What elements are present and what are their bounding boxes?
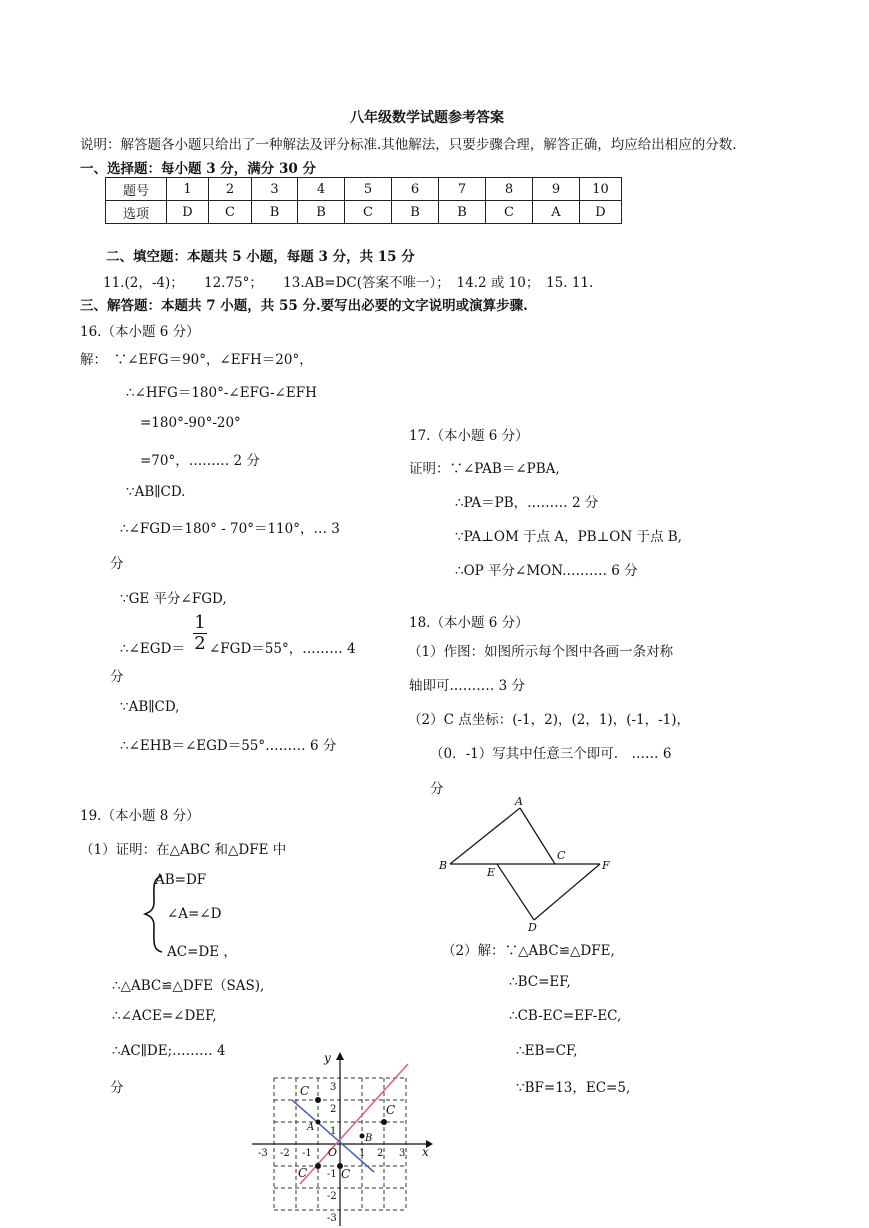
q16-line: 分 [110, 669, 124, 685]
label-b: B [439, 859, 448, 872]
q16-line: ∠FGD＝55°，……… 4 [209, 641, 356, 657]
label-a: A [515, 795, 523, 808]
q19-part2-line: （2）解：∵△ABC≌△DFE, [442, 943, 615, 959]
q16-line: ∵AB∥CD. [126, 484, 186, 500]
point-c [315, 1097, 321, 1103]
y-tick-label: -2 [327, 1191, 337, 1202]
q17-line: 证明：∵∠PAB＝∠PBA, [409, 461, 560, 477]
y-tick-label: 2 [330, 1104, 337, 1115]
y-tick-label: 1 [330, 1126, 337, 1137]
q19-condition: AC=DE ， [167, 944, 237, 960]
section1-heading: 一、选择题：每小题 3 分，满分 30 分 [80, 161, 316, 177]
table-cell: B [252, 201, 298, 224]
q16-header: 16.（本小题 6 分） [80, 324, 200, 340]
y-arrow-icon [336, 1052, 344, 1060]
table-cell: 2 [209, 178, 252, 201]
point-a [316, 1120, 321, 1125]
table-row [106, 178, 622, 201]
table-cell: B [439, 201, 486, 224]
y-tick-label: -3 [327, 1213, 337, 1224]
q19-part2-line: ∴BC=EF, [509, 974, 571, 990]
q16-line: ∵AB∥CD, [120, 699, 180, 715]
triangle-figure [430, 790, 620, 935]
y-tick-label: -1 [327, 1169, 337, 1180]
section2-heading: 二、填空题：本题共 5 小题，每题 3 分，共 15 分 [106, 249, 415, 265]
row-label-number: 题号 [106, 178, 167, 201]
table-row [106, 201, 622, 224]
point-c [381, 1119, 387, 1125]
section3-heading: 三、解答题：本题共 7 小题，共 55 分.要写出必要的文字说明或演算步骤. [80, 298, 528, 314]
x-tick-label: 2 [377, 1148, 384, 1159]
page-title: 八年级数学试题参考答案 [350, 110, 504, 126]
table-cell: 6 [392, 178, 439, 201]
label-b: B [365, 1133, 373, 1144]
q18-header: 18.（本小题 6 分） [409, 615, 529, 631]
q19-conclusion: ∴△ABC≌△DFE（SAS), [112, 978, 265, 994]
q16-line: 解： ∵∠EFG＝90°，∠EFH＝20°， [80, 352, 313, 368]
q19-condition: ∠A=∠D [167, 906, 222, 922]
row-label-answer: 选项 [106, 201, 167, 224]
q19-part1: （1）证明：在△ABC 和△DFE 中 [80, 842, 287, 858]
q17-line: ∴PA＝PB，……… 2 分 [455, 495, 599, 511]
q16-line: ∴∠HFG＝180°-∠EFG-∠EFH [126, 385, 317, 401]
q16-line: ∴∠EGD＝ [120, 641, 185, 657]
instruction-note: 说明：解答题各小题只给出了一种解法及评分标准.其他解法，只要步骤合理，解答正确，均应给出相应的分数. [80, 137, 737, 153]
table-cell: 4 [298, 178, 345, 201]
q18-line: 轴即可.……… 3 分 [409, 678, 525, 694]
q19-conclusion: ∴∠ACE=∠DEF, [112, 1008, 217, 1024]
x-tick-label: 1 [359, 1148, 366, 1159]
label-d: D [528, 921, 537, 934]
q19-condition: AB=DF [155, 872, 207, 888]
table-cell: 1 [167, 178, 209, 201]
axis-label-y: y [324, 1051, 331, 1065]
answer-table [105, 177, 622, 224]
q19-header: 19.（本小题 8 分） [80, 808, 200, 824]
label-c: C [341, 1167, 351, 1181]
q19-conclusion: 分 [110, 1080, 124, 1096]
table-cell: C [486, 201, 533, 224]
q16-line: =70°，……… 2 分 [140, 453, 260, 469]
q18-line: 分 [430, 781, 444, 797]
label-c: C [300, 1084, 310, 1098]
table-cell: A [533, 201, 580, 224]
table-cell: 9 [533, 178, 580, 201]
q19-part2-line: ∵BF=13，EC=5, [516, 1080, 631, 1096]
label-c: C [298, 1166, 308, 1180]
q16-line: ∵GE 平分∠FGD, [120, 591, 227, 607]
table-cell: 8 [486, 178, 533, 201]
table-cell: C [345, 201, 392, 224]
label-f: F [602, 859, 610, 872]
q17-line: ∴OP 平分∠MON.……… 6 分 [455, 563, 638, 579]
table-cell: B [392, 201, 439, 224]
table-cell: 7 [439, 178, 486, 201]
x-tick-label: -3 [258, 1148, 268, 1159]
segment-df [534, 864, 600, 920]
q17-header: 17.（本小题 6 分） [409, 428, 529, 444]
q19-part2-line: ∴CB-EC=EF-EC, [509, 1008, 622, 1024]
brace-icon [140, 874, 166, 954]
q16-line: ∴∠EHB＝∠EGD＝55°……… 6 分 [120, 738, 337, 754]
label-e: E [487, 866, 496, 879]
q16-line: 分 [110, 556, 124, 572]
axis-label-x: x [422, 1145, 429, 1159]
x-tick-label: -2 [280, 1148, 290, 1159]
q19-conclusion: ∴AC∥DE;……… 4 [112, 1043, 226, 1059]
q18-line: （0．-1）写其中任意三个即可. …… 6 [430, 746, 672, 762]
label-c: C [386, 1103, 396, 1117]
q18-line: （1）作图：如图所示每个图中各画一条对称 [408, 644, 674, 660]
table-cell: D [580, 201, 622, 224]
fill-blank-answers: 11.(2，-4)； 12.75°； 13.AB=DC(答案不唯一）； 14.2 或 10； 15. 11. [103, 275, 594, 291]
segment-ac [520, 808, 555, 864]
table-cell: 10 [580, 178, 622, 201]
q17-line: ∵PA⊥OM 于点 A，PB⊥ON 于点 B, [455, 529, 682, 545]
q16-line: =180°-90°-20° [140, 415, 241, 431]
q18-line: （2）C 点坐标：(-1，2)，(2，1)，(-1，-1)， [408, 712, 691, 728]
table-cell: C [209, 201, 252, 224]
y-tick-label: 3 [330, 1082, 337, 1093]
table-cell: 5 [345, 178, 392, 201]
label-c: C [557, 849, 566, 862]
point-c [315, 1163, 321, 1169]
table-cell: B [298, 201, 345, 224]
q16-line: ∴∠FGD＝180° - 70°＝110°，… 3 [120, 521, 340, 537]
table-cell: 3 [252, 178, 298, 201]
coordinate-grid-figure [250, 1050, 440, 1228]
fraction-denominator: 2 [194, 633, 206, 654]
segment-ed [497, 864, 534, 920]
x-tick-label: -1 [302, 1148, 312, 1159]
segment-ab [450, 808, 520, 864]
table-cell: D [167, 201, 209, 224]
x-tick-label: 3 [399, 1148, 406, 1159]
fraction-half [193, 614, 207, 653]
origin-label: O [328, 1146, 338, 1159]
q19-part2-line: ∴EB=CF, [516, 1043, 578, 1059]
point-b [360, 1134, 365, 1139]
fraction-numerator: 1 [194, 612, 206, 633]
label-a: A [307, 1122, 315, 1133]
